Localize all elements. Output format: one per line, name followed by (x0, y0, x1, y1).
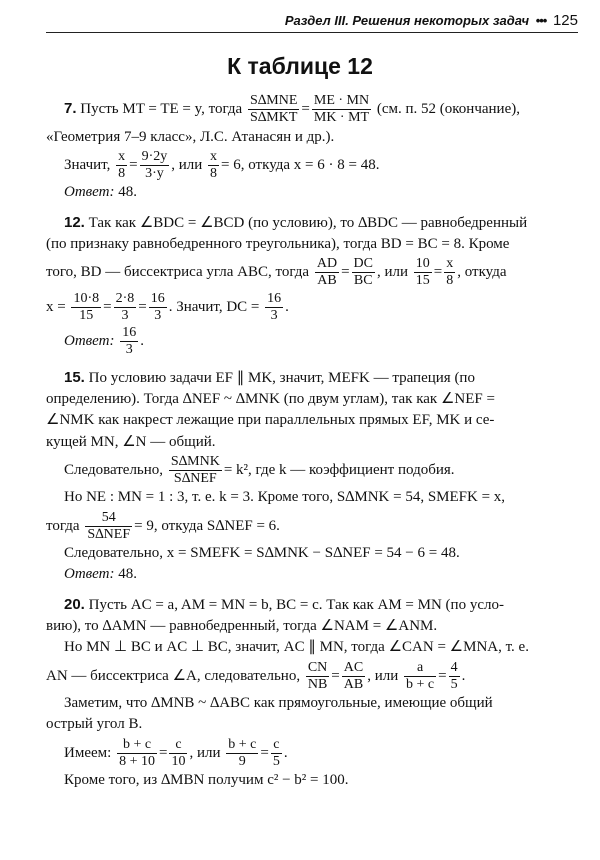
problem-number: 12. (64, 213, 85, 231)
fraction: $\frac{16}{3}$ (150, 290, 165, 323)
answer: Ответ: 48. (64, 566, 137, 583)
problem-15: 15. По условию задачи EF ∥ MK, значит, MEFK — трапеция (по определению). Тогда ∆NEF ~ ∆MNK (по двум углам), так как ∠NEF = ∠NMK как накрест лежащие при параллельных прямых EF, MK и се- кущей MN, ∠N — общий. Следовательно, $\frac{\text{S∆MNK}}{\text{S∆NEF}}$ = k², где k — коэффициент подобия. Но NE : MN = 1 : 3, т. е. k = 3. Кроме того, S∆MNK = 54, SMEFK = x, тогда $\frac{54}{\text{S∆NEF}}$ = 9, откуда S∆NEF = 6. Следовательно, x = SMEFK = S∆MNK − S∆NEF = 54 − 6 = 48. Ответ: 48. (46, 367, 578, 586)
bullet-dots: ••• (535, 13, 547, 28)
page-number: 125 (552, 12, 578, 29)
problem-20: 20. Пусть AC = a, AM = MN = b, BC = c. Так как AM = MN (по усло- вию), то ∆AMN — равнобедренный, тогда ∠NAM = ∠ANM. Но MN ⊥ BC и AC ⊥ BC, значит, AC ∥ MN, тогда ∠CAN = ∠MNA, т. е. AN — биссектриса ∠A, следовательно, $\frac{CN}{NB}$ = $\frac{AC}{AB}$ , или $\frac{a}{b + c}$ = $\frac{4}{5}$ . Заметим, что ∆MNB ~ ∆ABC как прямоугольные, имеющие общий острый угол B. Имеем: $\frac{b + c}{8 + 10}$ = $\frac{c}{10}$ , или $\frac{b + c}{9}$ = $\frac{c}{5}$ . Кроме того, из ∆MBN получим c² − b² = 100. (46, 595, 529, 789)
fraction: $\frac{AD}{AB}$ (316, 256, 338, 289)
fraction: $\frac{CN}{NB}$ (307, 659, 328, 692)
fraction: $\frac{10\cdot 8}{15}$ (73, 290, 100, 323)
fraction: $\frac{\text{S∆MNK}}{\text{S∆NEF}}$ (170, 453, 220, 486)
fraction: $\frac{2\cdot 8}{3}$ (115, 290, 135, 323)
fraction: $\frac{c}{10}$ (171, 736, 186, 769)
fraction: $\frac{b + c}{8 + 10}$ (119, 736, 155, 769)
answer: Ответ: 48. (64, 184, 137, 201)
problem-7: 7. Пусть MT = TE = y, тогда $\frac{\text{S∆MNE}}{\text{S∆MKT}}$ = $\frac{ME \cdot MN}{MK \cdot MT}$ (см. п. 52 (окончание), «Геометрия 7–9 класс», Л.С. Атанасян и др.). Значит, $\frac{x}{8}$ = $\frac{9\cdot 2y}{3\cdot y}$ , или $\frac{x}{8}$ = 6, откуда x = 6 · 8 = 48. Ответ: 48. (46, 92, 578, 204)
problem-12: 12. Так как ∠BDC = ∠BCD (по условию), то ∆BDC — равнобедренный (по признаку равнобедренного треугольника), тогда BD = BC = 8. Кроме того, BD — биссектриса угла ABC, тогда $\frac{AD}{AB}$ = $\frac{DC}{BC}$ , или $\frac{10}{15}$ = $\frac{x}{8}$ , откуда x = $\frac{10\cdot 8}{15}$ = $\frac{2\cdot 8}{3}$ = $\frac{16}{3}$ . Значит, DC = $\frac{16}{3}$ . Ответ: $\frac{16}{3}$ . (46, 212, 578, 359)
problem-number: 15. (64, 368, 85, 386)
fraction: $\frac{b + c}{9}$ (228, 736, 257, 769)
content (46, 92, 578, 792)
fraction: $\frac{16}{3}$ (122, 325, 137, 358)
fraction: $\frac{\text{S∆MNE}}{\text{S∆MKT}}$ (249, 92, 298, 126)
fraction: $\frac{54}{\text{S∆NEF}}$ (87, 509, 131, 542)
fraction: $\frac{4}{5}$ (450, 659, 458, 692)
fraction: $\frac{AC}{AB}$ (343, 659, 364, 692)
fraction: $\frac{x}{8}$ (210, 148, 218, 181)
fraction: $\frac{16}{3}$ (267, 290, 282, 323)
section-title: Раздел III. Решения некоторых задач (284, 13, 530, 28)
running-header (46, 10, 578, 33)
fraction: $\frac{DC}{BC}$ (353, 256, 373, 289)
fraction: $\frac{x}{8}$ (118, 148, 126, 181)
fraction: $\frac{a}{b + c}$ (406, 659, 435, 692)
fraction: $\frac{10}{15}$ (415, 256, 430, 289)
fraction: $\frac{x}{8}$ (446, 256, 454, 289)
fraction: $\frac{c}{5}$ (272, 736, 280, 769)
page-title: К таблице 12 (227, 53, 373, 79)
fraction: $\frac{9\cdot 2y}{3\cdot y}$ (141, 148, 168, 181)
fraction: $\frac{ME \cdot MN}{MK \cdot MT}$ (313, 92, 370, 126)
problem-number: 20. (64, 595, 85, 613)
problem-number: 7. (64, 100, 77, 117)
answer: Ответ: $\frac{16}{3}$ . (64, 325, 144, 358)
